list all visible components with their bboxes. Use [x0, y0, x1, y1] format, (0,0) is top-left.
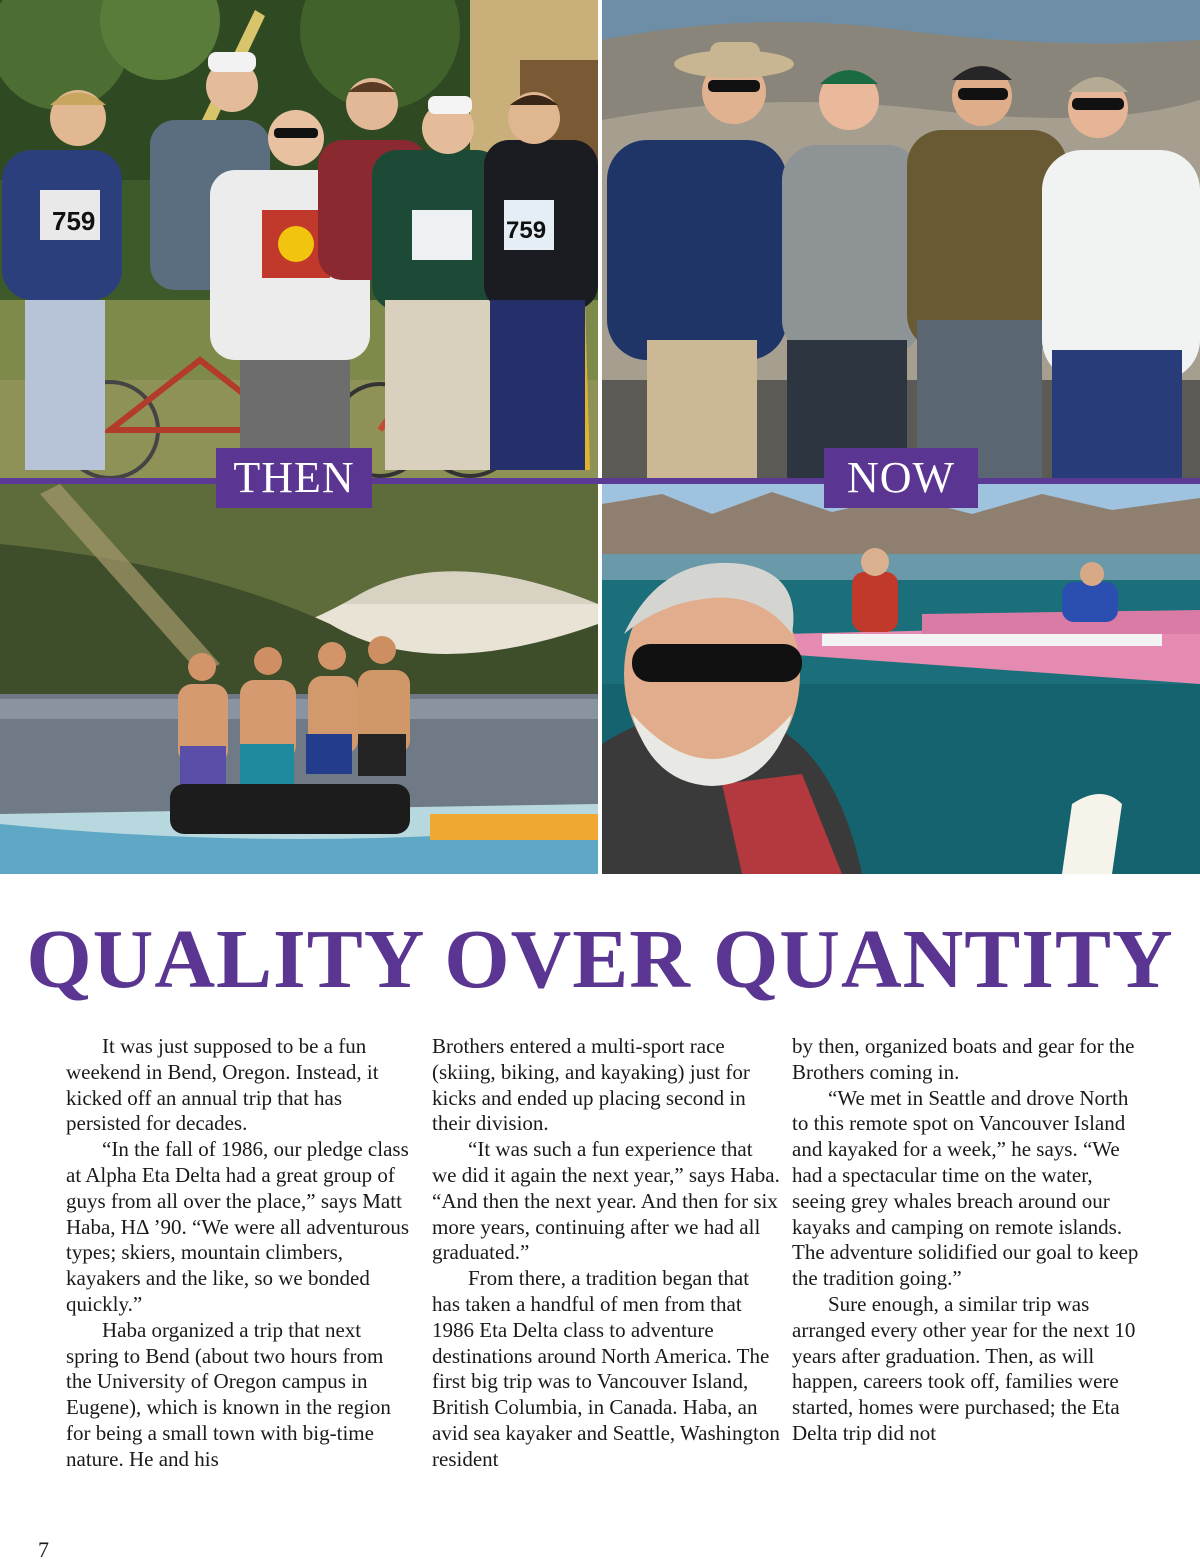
article-paragraph: It was just supposed to be a fun weekend in Bend, Oregon. Instead, it kicked off an annual trip that has persisted for decades. — [66, 1034, 379, 1136]
then-label: THEN — [216, 448, 372, 508]
article-column-1 — [66, 1034, 414, 1473]
then-kayak-photo — [0, 484, 598, 874]
article-paragraph: From there, a tradition began that has taken a handful of men from that 1986 Eta Delta class to adventure destinations around North America. The first big trip was to Vancouver Island, British Columbia, in Canada. Haba, an avid sea kayaker and Seattle, Washington resident — [432, 1266, 780, 1471]
article-paragraph: “We met in Seattle and drove North to this remote spot on Vancouver Island and kayaked for a week,” he says. “We had a spectacular time on the water, seeing grey whales breach around our kayaks and camping on remote islands. The adventure solidified our goal to keep the tradition going.” — [792, 1085, 1139, 1291]
article-paragraph: by then, organized boats and gear for the Brothers coming in. — [792, 1034, 1135, 1084]
photo-divider-bar — [0, 478, 1200, 484]
article-column-2 — [432, 1034, 780, 1473]
now-kayak-selfie-photo — [602, 484, 1200, 874]
article-paragraph: “In the fall of 1986, our pledge class at Alpha Eta Delta had a great group of guys from all over the place,” says Matt Haba, HΔ ’90. “We were all adventurous types; skiers, mountain climbers, kayakers and the like, so we bonded quickly.” — [66, 1137, 410, 1316]
article-paragraph: Sure enough, a similar trip was arranged every other year for the next 10 years after graduation. Then, as will happen, careers took off, families were started, homes were purchased; the Eta Delta trip did not — [792, 1291, 1136, 1445]
article-paragraph: Haba organized a trip that next spring to Bend (about two hours from the University of Oregon campus in Eugene), which is known in the region for being a small town with big-time nature. He and his — [66, 1317, 391, 1471]
page-number: 7 — [38, 1537, 49, 1562]
now-label: NOW — [824, 448, 978, 508]
article-headline: QUALITY OVER QUANTITY — [26, 913, 1174, 1006]
then-group-photo — [0, 0, 598, 480]
bib-number: 759 — [52, 206, 96, 236]
article-paragraph: Brothers entered a multi-sport race (skiing, biking, and kayaking) just for kicks and ended up placing second in their division. — [432, 1034, 750, 1136]
article-paragraph: “It was such a fun experience that we did it again the next year,” says Haba. “And then the next year. And then for six more years, continuing after we had all graduated.” — [432, 1137, 780, 1265]
bib-number: 759 — [506, 217, 547, 244]
article-column-3 — [792, 1034, 1140, 1447]
now-group-photo — [602, 0, 1200, 480]
